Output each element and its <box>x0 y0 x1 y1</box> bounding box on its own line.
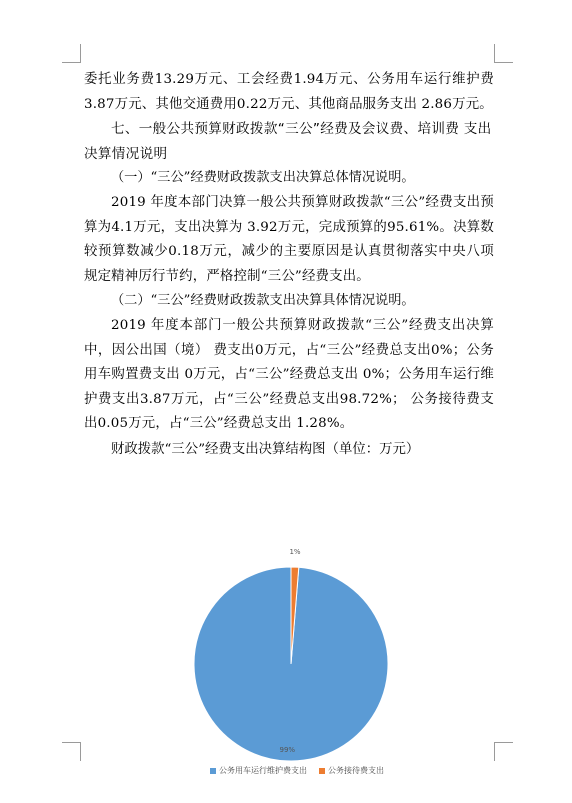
paragraph-expense-items: 委托业务费13.29万元、工会经费1.94万元、公务用车运行维护费3.87万元、其他交通费用0.22万元、其他商品服务支出 2.86万元。 <box>84 72 494 112</box>
paragraph-detail: 2019 年度本部门一般公共预算财政拨款“三公”经费支出决算中，因公出国（境） 费支出0万元，占“三公”经费总支出0%；公务用车购置费支出 0万元，占“三公”经费总支出 0%；公务用车运行维护费支出3.87万元，占“三公”经费总支出98.72%； 公务接待费支出0.05万元，占“三公”经费总支出 1.28%。 <box>84 317 494 432</box>
pie-chart-svg <box>154 553 440 763</box>
legend-item-2 <box>319 765 384 776</box>
legend-label-2: 公务接待费支出 <box>328 766 384 775</box>
subheading-overall: （一）“三公”经费财政拨款支出决算总体情况说明。 <box>111 170 415 186</box>
pie-chart <box>154 548 440 785</box>
legend-label-1: 公务用车运行维护费支出 <box>219 766 307 775</box>
chart-caption: 财政拨款“三公”经费支出决算结构图（单位：万元） <box>111 441 420 457</box>
section-heading-seven: 七、一般公共预算财政拨款“三公”经费及会议费、培训费 支出决算情况说明 <box>84 121 492 162</box>
pie-data-label-2: 1% <box>289 548 301 557</box>
chart-legend <box>154 765 440 776</box>
corner-mark-bottom-left <box>62 742 81 761</box>
document-body <box>84 68 494 463</box>
paragraph-overall: 2019 年度本部门决算一般公共预算财政拨款“三公”经费支出预算为4.1万元，支出决算为 3.92万元，完成预算的95.61%。决算数较预算数减少0.18万元，减少的主要原因是认真贯彻落实中央八项规定精神厉行节约，严格控制“三公”经费支出。 <box>84 194 494 284</box>
subheading-detail: （二）“三公”经费财政拨款支出决算具体情况说明。 <box>111 293 415 309</box>
corner-mark-top-right <box>494 44 513 63</box>
legend-item-1 <box>210 765 307 776</box>
pie-data-label-1: 99% <box>279 745 296 754</box>
corner-mark-bottom-right <box>494 742 513 761</box>
corner-mark-top-left <box>62 44 81 63</box>
legend-swatch-1 <box>210 768 216 774</box>
legend-swatch-2 <box>319 768 325 774</box>
